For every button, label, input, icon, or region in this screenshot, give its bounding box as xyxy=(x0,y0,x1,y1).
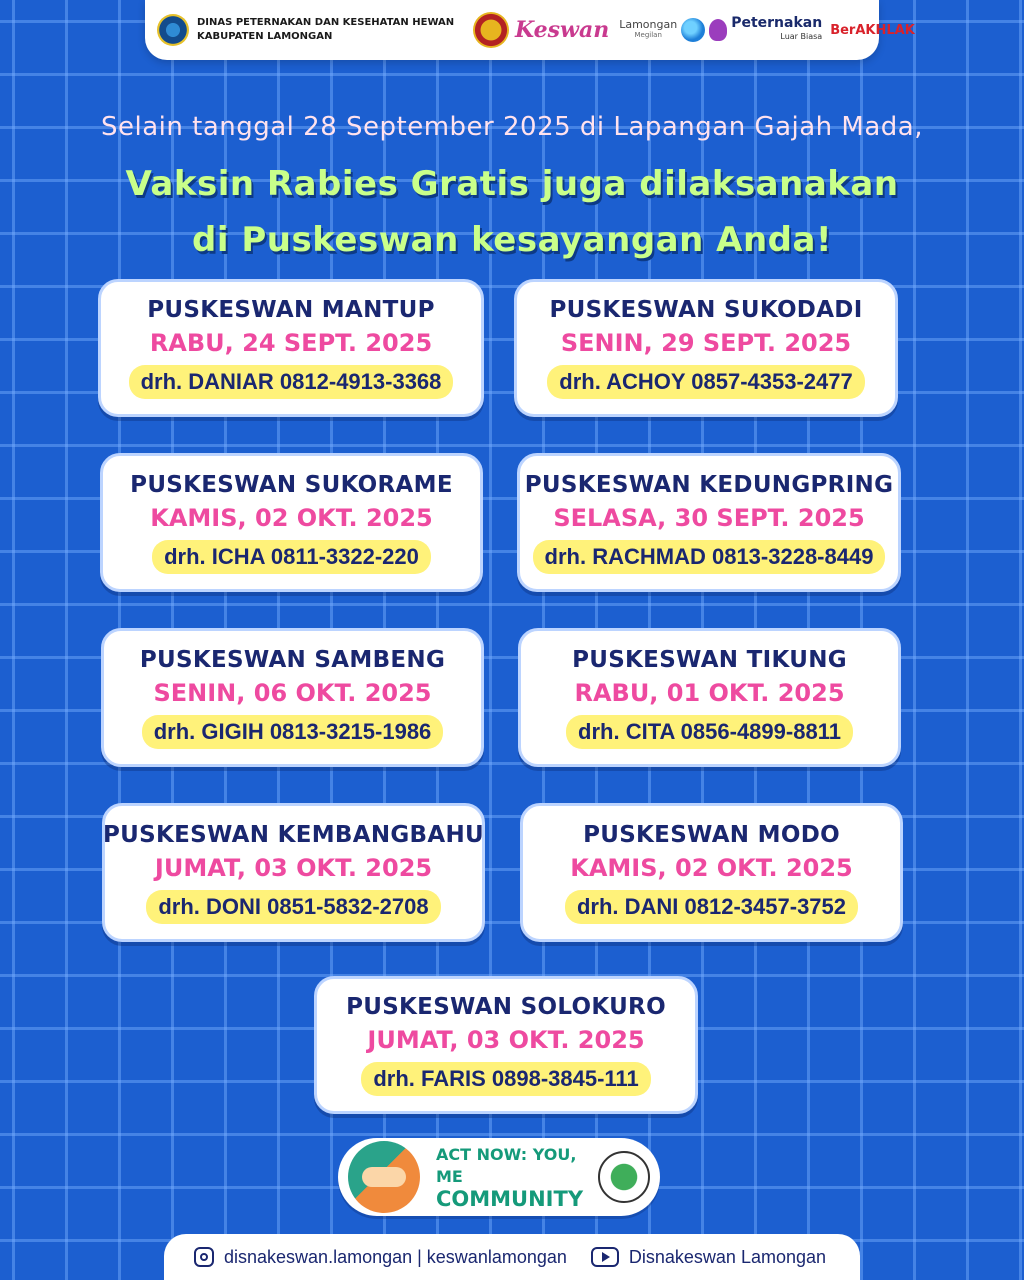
campaign-text xyxy=(436,1144,598,1210)
card-date: KAMIS, 02 OKT. 2025 xyxy=(150,503,433,532)
card-name: PUSKESWAN SUKORAME xyxy=(130,471,453,498)
youtube-icon xyxy=(591,1247,619,1267)
card-sambeng xyxy=(101,628,484,767)
card-name: PUSKESWAN SOLOKURO xyxy=(346,994,666,1020)
peternakan-mark-icon xyxy=(709,19,727,41)
card-name: PUSKESWAN TIKUNG xyxy=(572,646,847,673)
card-name: PUSKESWAN SUKODADI xyxy=(549,297,863,323)
card-contact: drh. DANI 0812-3457-3752 xyxy=(565,890,858,924)
card-name: PUSKESWAN SAMBENG xyxy=(139,646,446,673)
emblem-icon xyxy=(473,12,509,48)
card-date: SENIN, 29 SEPT. 2025 xyxy=(560,329,852,357)
card-date: JUMAT, 03 OKT. 2025 xyxy=(154,853,433,882)
card-mantup xyxy=(98,279,484,417)
card-name: PUSKESWAN KEDUNGPRING xyxy=(524,471,894,498)
header-bar xyxy=(145,0,915,60)
org-name xyxy=(197,16,473,44)
campaign-line-2: COMMUNITY xyxy=(436,1187,584,1211)
berakhlak-logo xyxy=(830,24,915,37)
hands-icon xyxy=(348,1141,420,1213)
lamongan-logo-sub: Megilan xyxy=(634,31,662,39)
card-date: SENIN, 06 OKT. 2025 xyxy=(153,678,432,707)
world-rabies-day-badge-icon xyxy=(598,1151,650,1203)
headline-main: Vaksin Rabies Gratis juga dilaksanakan xyxy=(125,164,899,204)
card-date: RABU, 01 OKT. 2025 xyxy=(574,678,845,707)
instagram-icon xyxy=(194,1247,214,1267)
card-name: PUSKESWAN MODO xyxy=(583,821,840,848)
keswan-logo: Keswan xyxy=(515,17,610,43)
footer-bar xyxy=(164,1234,860,1280)
card-name: PUSKESWAN MANTUP xyxy=(147,297,435,323)
card-date: JUMAT, 03 OKT. 2025 xyxy=(367,1026,645,1054)
peternakan-logo-sub: Luar Biasa xyxy=(780,32,823,41)
card-contact: drh. GIGIH 0813-3215-1986 xyxy=(142,715,444,749)
card-modo xyxy=(520,803,903,942)
card-date: SELASA, 30 SEPT. 2025 xyxy=(553,503,865,532)
card-date: KAMIS, 02 OKT. 2025 xyxy=(570,853,853,882)
card-contact: drh. ICHA 0811-3322-220 xyxy=(152,540,431,574)
card-tikung xyxy=(518,628,901,767)
org-line-1: DINAS PETERNAKAN DAN KESEHATAN HEWAN xyxy=(197,17,455,28)
card-contact: drh. ACHOY 0857-4353-2477 xyxy=(547,365,865,399)
headline-sub: di Puskeswan kesayangan Anda! xyxy=(192,220,832,260)
peternakan-logo-text: Peternakan xyxy=(731,15,823,31)
instagram-handles[interactable]: disnakeswan.lamongan | keswanlamongan xyxy=(224,1246,567,1267)
card-contact: drh. DONI 0851-5832-2708 xyxy=(146,890,440,924)
card-contact: drh. DANIAR 0812-4913-3368 xyxy=(129,365,454,399)
card-contact: drh. RACHMAD 0813-3228-8449 xyxy=(533,540,886,574)
card-kembangbahu xyxy=(102,803,485,942)
lamongan-seal-icon xyxy=(157,14,189,46)
lamongan-logo xyxy=(619,19,677,41)
headline-intro: Selain tanggal 28 September 2025 di Lapangan Gajah Mada, xyxy=(101,112,923,142)
card-date: RABU, 24 SEPT. 2025 xyxy=(149,329,433,357)
card-sukodadi xyxy=(514,279,898,417)
peternakan-logo xyxy=(731,16,822,44)
org-line-2: KABUPATEN LAMONGAN xyxy=(197,31,333,42)
campaign-line-1: ACT NOW: YOU, ME xyxy=(436,1145,577,1186)
wave-logo-icon xyxy=(681,18,705,42)
card-solokuro xyxy=(314,976,698,1114)
berakhlak-logo-text: BerAKHLAK xyxy=(830,22,915,38)
card-contact: drh. CITA 0856-4899-8811 xyxy=(566,715,853,749)
lamongan-logo-text: Lamongan xyxy=(619,18,678,31)
card-name: PUSKESWAN KEMBANGBAHU xyxy=(102,821,485,848)
card-sukorame xyxy=(100,453,483,592)
card-contact: drh. FARIS 0898-3845-111 xyxy=(361,1062,650,1096)
campaign-banner xyxy=(338,1138,660,1216)
youtube-channel[interactable]: Disnakeswan Lamongan xyxy=(628,1246,827,1267)
card-kedungpring xyxy=(517,453,901,592)
